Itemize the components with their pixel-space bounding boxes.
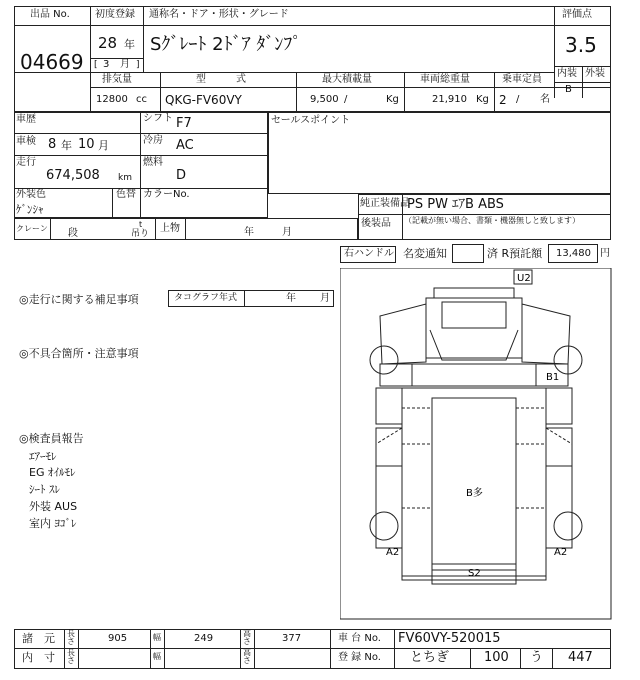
- height-label: 高さ: [243, 629, 251, 646]
- vehicle-name: Sｸﾞﾚｰﾄ 2ﾄﾞｱ ﾀﾞﾝﾌﾟ: [150, 34, 302, 55]
- dims-label: 諸 元: [22, 632, 55, 645]
- width-label: 幅: [153, 633, 161, 642]
- ext-color-value: ｹﾞﾝｼｬ: [16, 203, 44, 216]
- cooling-value: AC: [176, 138, 194, 153]
- reg-label: 登 録 No.: [338, 652, 381, 663]
- retrofit-note: （記載が無い場合、書類・機器無しと致します）: [404, 216, 580, 225]
- gross-weight-unit: Kg: [476, 94, 489, 105]
- inspection-month: 10: [78, 137, 95, 152]
- tachograph-month: 月: [320, 293, 330, 304]
- report-line: 外装 AUS: [29, 500, 78, 513]
- inner-width-label: 幅: [153, 652, 161, 661]
- mileage-value: 674,508: [46, 168, 100, 183]
- details-frame: [14, 112, 268, 218]
- equipment-value: PS PW ｴｱB ABS: [407, 197, 504, 212]
- inspection-label: 車検: [16, 136, 36, 147]
- rating-value: 3.5: [565, 33, 597, 57]
- reg-kana: う: [530, 650, 544, 665]
- gross-weight-value: 21,910: [432, 94, 467, 105]
- mark-rear-left: A2: [386, 547, 400, 558]
- name-change-box: [452, 244, 484, 263]
- capacity-label: 乗車定員: [502, 74, 542, 85]
- tachograph-year: 年: [286, 293, 296, 304]
- displacement-value: 12800: [96, 94, 128, 105]
- crane-lift: 吊り: [131, 229, 150, 239]
- footer-frame: [14, 629, 611, 669]
- name-change-label: 名変通知: [403, 247, 447, 260]
- exterior-label: 外装: [585, 68, 605, 79]
- equipment-label: 純正装備品: [360, 198, 410, 209]
- crane-label: クレーン: [16, 224, 48, 233]
- report-line: EG ｵｲﾙﾓﾚ: [29, 466, 76, 479]
- reg-region: とちぎ: [410, 650, 450, 665]
- defects-title: ◎不具合箇所・注意事項: [19, 347, 139, 360]
- year-unit: 年: [124, 38, 135, 51]
- model-value: QKG-FV60VY: [165, 93, 242, 107]
- capacity-unit: 名: [540, 94, 550, 105]
- lot-label: 出品 No.: [30, 9, 70, 20]
- crane-t: t: [139, 220, 143, 229]
- length-value: 905: [108, 633, 128, 644]
- upper-label: 上物: [160, 223, 180, 234]
- mark-u2: U2: [517, 273, 531, 284]
- mark-b1: B1: [546, 372, 560, 383]
- cooling-label: 冷房: [143, 135, 163, 146]
- max-load-value: 9,500: [310, 94, 339, 105]
- rating-label: 評価点: [562, 9, 592, 20]
- fuel-label: 燃料: [143, 157, 163, 168]
- vehicle-damage-diagram: [340, 268, 612, 620]
- width-value: 249: [194, 633, 214, 644]
- color-change-label: 色替: [116, 189, 136, 200]
- max-load-slash: /: [344, 94, 348, 105]
- lot-number: 04669: [20, 50, 84, 74]
- sales-point-label: セールスポイント: [271, 115, 351, 126]
- inner-height-label: 高さ: [243, 648, 251, 665]
- gross-weight-label: 車両総重量: [420, 74, 470, 85]
- upper-month: 月: [282, 227, 292, 238]
- tachograph-label: タコグラフ年式: [174, 293, 238, 303]
- model-label: 型 式: [196, 74, 246, 85]
- month-close: ]: [136, 60, 140, 70]
- shift-label: シフト: [143, 113, 173, 124]
- chassis-label: 車 台 No.: [338, 633, 381, 644]
- month-unit: 月: [120, 59, 130, 70]
- fuel-value: D: [176, 168, 187, 183]
- recycle-unit: 円: [600, 248, 610, 259]
- interior-grade: B: [565, 84, 572, 95]
- report-line: ｴｱｰﾓﾚ: [29, 450, 57, 463]
- first-reg-year: 28: [98, 34, 118, 52]
- first-reg-month: 3: [103, 59, 110, 70]
- capacity-slash: /: [516, 94, 520, 105]
- mileage-unit: km: [118, 173, 132, 183]
- driving-title: ◎走行に関する補足事項: [19, 293, 139, 306]
- interior-label: 内装: [557, 68, 577, 79]
- first-reg-label: 初度登録: [95, 9, 135, 20]
- name-label: 通称名・ドア・形状・グレード: [149, 9, 289, 20]
- handle-label: 右ハンドル: [344, 248, 394, 259]
- report-line: 室内 ﾖｺﾞﾚ: [29, 517, 77, 530]
- report-line: ｼｰﾄ ｽﾚ: [29, 483, 60, 496]
- inner-label: 内 寸: [22, 651, 55, 664]
- crane-stage: 段: [68, 228, 78, 239]
- recycle-label: 済 R預託額: [487, 247, 543, 260]
- inspection-year: 8: [48, 137, 57, 152]
- history-label: 車歴: [16, 114, 36, 125]
- length-label: 長さ: [67, 629, 75, 646]
- mark-rear: S2: [468, 568, 481, 579]
- mark-rear-right: A2: [554, 547, 568, 558]
- displacement-label: 排気量: [102, 74, 132, 85]
- height-value: 377: [282, 633, 302, 644]
- max-load-label: 最大積載量: [322, 74, 372, 85]
- retrofit-label: 後装品: [361, 218, 391, 229]
- month-open: [: [94, 60, 98, 70]
- color-no-label: カラーNo.: [143, 189, 190, 200]
- reg-number: 447: [568, 650, 593, 665]
- ext-color-label: 外装色: [16, 189, 46, 200]
- upper-year: 年: [244, 227, 254, 238]
- recycle-value: 13,480: [556, 248, 591, 259]
- shift-value: F7: [176, 116, 192, 131]
- max-load-unit: Kg: [386, 94, 399, 105]
- inner-length-label: 長さ: [67, 648, 75, 665]
- mark-bed: B多: [466, 488, 483, 499]
- reg-class: 100: [484, 650, 509, 665]
- crane-frame: [14, 218, 358, 240]
- chassis-value: FV60VY-520015: [398, 631, 501, 646]
- inspection-month-unit: 月: [98, 139, 109, 152]
- inspector-title: ◎検査員報告: [19, 432, 84, 445]
- displacement-unit: cc: [136, 94, 147, 105]
- inspection-year-unit: 年: [61, 139, 72, 152]
- mileage-label: 走行: [16, 157, 36, 168]
- capacity-value: 2: [499, 93, 507, 107]
